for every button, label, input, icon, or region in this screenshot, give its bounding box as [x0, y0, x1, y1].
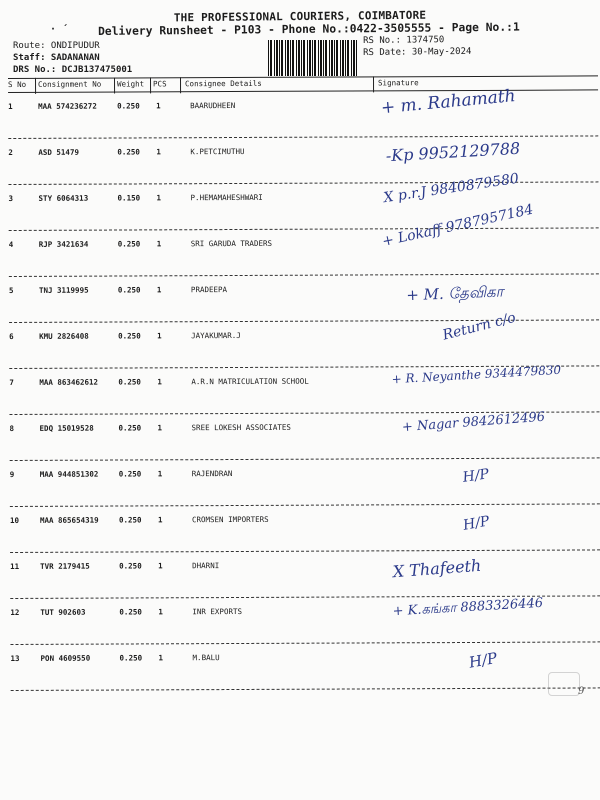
row-consignment-no: RJP 3421634: [38, 239, 89, 249]
row-consignee: PRADEEPA: [190, 285, 228, 295]
signature-handwriting: Return c/o: [441, 309, 518, 344]
row-consignment-no: KMU 2826408: [39, 331, 89, 341]
row-sno: 4: [8, 239, 14, 249]
runsheet-title: Delivery Runsheet - P103 - Phone No.:0422-3505555 - Page No.:1: [98, 20, 520, 38]
row-pcs: 1: [156, 193, 162, 203]
row-weight: 0.150: [117, 193, 141, 203]
row-consignment-no: STY 6064313: [38, 193, 89, 203]
row-sno: 13: [10, 653, 20, 663]
scan-marks: · ´: [50, 24, 69, 35]
col-header-pcs: PCS: [153, 79, 167, 89]
row-consignment-no: ASD 51479: [38, 147, 79, 157]
row-consignee: SREE LOKESH ASSOCIATES: [191, 422, 291, 433]
row-weight: 0.250: [119, 607, 142, 617]
row-sno: 2: [8, 147, 13, 157]
company-title: THE PROFESSIONAL COURIERS, COIMBATORE: [173, 8, 427, 25]
col-header-weight: Weight: [117, 79, 145, 89]
col-divider: [180, 77, 181, 93]
col-divider: [35, 78, 36, 94]
page-mark: 9: [578, 686, 585, 697]
rs-number: RS No.: 1374750: [363, 35, 445, 46]
row-sno: 11: [10, 561, 20, 571]
table-row: [9, 362, 599, 416]
table-row: [10, 597, 600, 646]
row-pcs: 1: [158, 653, 164, 663]
row-weight: 0.250: [119, 653, 143, 663]
row-consignment-no: TVR 2179415: [40, 561, 90, 571]
drs-number: DRS No.: DCJB137475001: [13, 65, 133, 75]
row-consignment-no: TUT 902603: [40, 607, 86, 617]
row-consignment-no: MAA 574236272: [38, 101, 97, 111]
table-top-rule: [8, 75, 598, 79]
row-pcs: 1: [157, 469, 163, 479]
col-header-consignment: Consignment No: [38, 79, 102, 89]
signature-handwriting: + K.கங்கா 8883326446: [392, 595, 544, 620]
runsheet-table: [8, 75, 600, 718]
col-divider: [114, 78, 115, 94]
signature-handwriting: + M. தேவிகா: [405, 282, 504, 305]
signature-handwriting: + Lokaff 9787957184: [380, 201, 535, 251]
signature-handwriting: + R. Neyanthe 9344479830: [391, 362, 562, 387]
row-pcs: 1: [156, 101, 161, 111]
row-weight: 0.250: [117, 285, 141, 295]
row-consignee: DHARNI: [192, 561, 220, 571]
row-consignee: RAJENDRAN: [191, 469, 233, 479]
signature-handwriting: + m. Rahamath: [380, 86, 517, 119]
row-consignee: JAYAKUMAR.J: [191, 330, 241, 341]
row-sno: 10: [9, 515, 19, 525]
route-label: Route: ONDIPUDUR: [13, 41, 100, 51]
row-sno: 9: [9, 469, 15, 479]
row-pcs: 1: [156, 285, 162, 295]
col-header-signature: Signature: [378, 78, 419, 88]
row-consignee: BAARUDHEEN: [190, 101, 236, 111]
signature-handwriting: X p.r.J 9840879580: [382, 170, 520, 207]
row-pcs: 1: [157, 423, 163, 433]
col-divider: [150, 77, 151, 93]
table-row: [10, 643, 600, 692]
signature-handwriting: H/P: [461, 513, 491, 534]
row-consignment-no: EDQ 15019528: [39, 423, 94, 433]
barcode: [268, 40, 358, 76]
signature-handwriting: H/P: [467, 648, 499, 672]
signature-handwriting: -Kp 9952129788: [385, 138, 521, 166]
row-pcs: 1: [157, 331, 162, 341]
table-row: [10, 505, 600, 554]
row-consignment-no: MAA 863462612: [39, 377, 99, 387]
row-consignee: K.PETCIMUTHU: [190, 146, 245, 157]
table-row: [10, 459, 600, 508]
stamp-mark: [548, 672, 580, 696]
row-consignment-no: MAA 944851302: [39, 469, 99, 479]
row-sno: 6: [9, 331, 14, 341]
table-row: [9, 409, 599, 462]
signature-handwriting: + Nagar 9842612496: [401, 409, 546, 436]
row-pcs: 1: [158, 561, 163, 571]
row-separator: [11, 687, 600, 691]
row-pcs: 1: [156, 147, 161, 157]
row-consignee: P.HEMAMAHESHWARI: [190, 192, 263, 203]
row-weight: 0.250: [118, 377, 141, 387]
row-pcs: 1: [157, 515, 163, 525]
row-sno: 8: [9, 423, 15, 433]
staff-label: Staff: SADANANAN: [13, 53, 100, 63]
row-sno: 12: [10, 607, 20, 617]
row-consignee: M.BALU: [192, 653, 220, 663]
row-sno: 1: [8, 101, 13, 111]
table-row: [9, 309, 599, 370]
table-row: [10, 551, 600, 600]
row-consignment-no: TNJ 3119995: [38, 285, 89, 295]
row-weight: 0.250: [118, 423, 142, 433]
row-consignee: SRI GARUDA TRADERS: [190, 238, 273, 249]
col-header-sno: S No: [8, 79, 27, 89]
row-weight: 0.250: [117, 101, 140, 111]
row-weight: 0.250: [117, 239, 141, 249]
row-weight: 0.250: [118, 331, 141, 341]
row-pcs: 1: [156, 239, 162, 249]
col-divider: [373, 76, 374, 92]
row-weight: 0.250: [117, 147, 140, 157]
signature-handwriting: X Thafeeth: [392, 555, 482, 582]
row-sno: 3: [8, 193, 14, 203]
row-consignee: CROMSEN IMPORTERS: [191, 514, 269, 525]
row-consignee: A.R.N MATRICULATION SCHOOL: [191, 376, 309, 387]
row-sno: 7: [9, 377, 14, 387]
row-consignee: INR EXPORTS: [192, 606, 243, 617]
row-weight: 0.250: [119, 561, 142, 571]
row-pcs: 1: [157, 377, 162, 387]
row-consignment-no: PON 4609550: [40, 653, 91, 663]
row-sno: 5: [8, 285, 14, 295]
col-header-consignee: Consignee Details: [185, 78, 262, 89]
row-weight: 0.250: [118, 469, 142, 479]
signature-handwriting: H/P: [461, 466, 491, 486]
rs-date: RS Date: 30-May-2024: [363, 46, 472, 58]
table-row: [8, 86, 598, 140]
row-pcs: 1: [158, 607, 163, 617]
table-row: [8, 201, 599, 278]
row-consignment-no: MAA 865654319: [39, 515, 99, 525]
row-weight: 0.250: [118, 515, 142, 525]
